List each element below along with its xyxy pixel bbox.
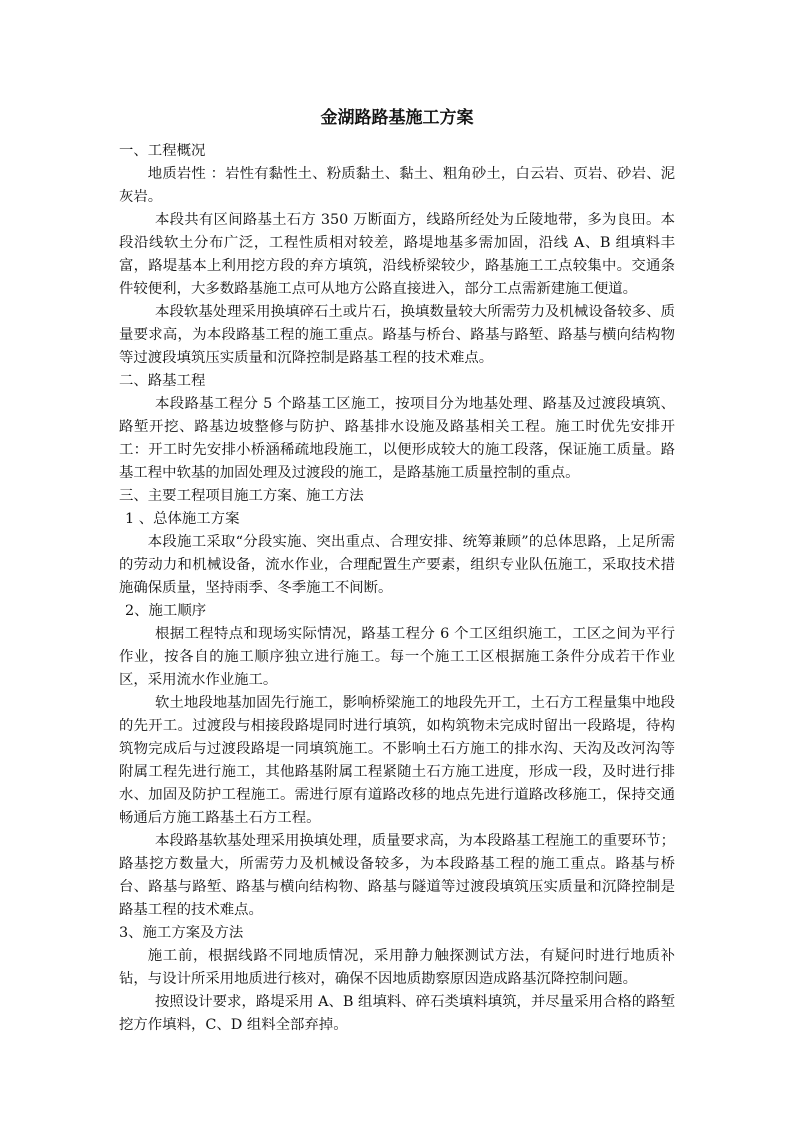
document-title: 金湖路路基施工方案: [320, 108, 474, 128]
paragraph-sequence-2: 软土地段地基加固先行施工，影响桥梁施工的地段先开工，土石方工程量集中地段的先开工。过渡段与相接段路堤同时进行填筑，如构筑物未完成时留出一段路堤，待构筑物完成后与过渡段路堤一同填筑施工。不影响土石方施工的排水沟、天沟及改河沟等附属工程先进行施工，其他路基附属工程紧随土石方施工进度，形成一段，及时进行排水、加固及防护工程施工。需进行原有道路改移的地点先进行道路改移施工，保持交通畅通后方施工路基土石方工程。: [119, 695, 675, 826]
paragraph-subgrade-work: 本段路基工程分 5 个路基工区施工，按项目分为地基处理、路基及过渡段填筑、路堑开挖、路基边坡整修与防护、路基排水设施及路基相关工程。施工时优先安排开工：开工时先安排小桥涵稀疏地段施工，以便形成较大的施工段落，保证施工质量。路基工程中软基的加固处理及过渡段的施工，是路基施工质量控制的重点。: [119, 396, 675, 481]
paragraph-methods-1: 施工前，根据线路不同地质情况，采用静力触探测试方法，有疑问时进行地质补钻，与设计所采用地质进行核对，确保不因地质勘察原因造成路基沉降控制问题。: [119, 948, 675, 987]
subsection-heading-sequence: 2、施工顺序: [125, 603, 207, 619]
section-heading-subgrade: 二、路基工程: [119, 373, 206, 389]
subsection-heading-overall-plan: 1 、总体施工方案: [125, 511, 240, 527]
paragraph-sequence-1: 根据工程特点和现场实际情况，路基工程分 6 个工区组织施工，工区之间为平行作业，按各自的施工顺序独立进行施工。每一个施工工区根据施工条件分成若干作业区，采用流水作业施工。: [119, 626, 675, 688]
document-page: [119, 100, 675, 1037]
paragraph-soft-foundation: 本段软基处理采用换填碎石土或片石，换填数量较大所需劳力及机械设备较多、质量要求高，为本段路基工程的施工重点。路基与桥台、路基与路堑、路基与横向结构物等过渡段填筑压实质量和沉降控制是路基工程的技术难点。: [119, 304, 675, 366]
paragraph-overall-plan: 本段施工采取“分段实施、突出重点、合理安排、统筹兼顾”的总体思路，上足所需的劳动力和机械设备，流水作业，合理配置生产要素，组织专业队伍施工，采取技术措施确保质量，坚持雨季、冬季施工不间断。: [119, 534, 675, 596]
paragraph-sequence-3: 本段路基软基处理采用换填处理，质量要求高，为本段路基工程施工的重要环节；路基挖方数量大，所需劳力及机械设备较多，为本段路基工程的施工重点。路基与桥台、路基与路堑、路基与横向结构物、路基与隧道等过渡段填筑压实质量和沉降控制是路基工程的技术难点。: [119, 833, 675, 918]
subsection-heading-methods: 3、施工方案及方法: [119, 925, 244, 941]
paragraph-methods-2: 按照设计要求，路堤采用 A、B 组填料、碎石类填料填筑，并尽量采用合格的路堑挖方作填料，C、D 组料全部弃掉。: [119, 994, 675, 1033]
section-heading-overview: 一、工程概况: [119, 143, 206, 159]
paragraph-geology: 地质岩性 ：岩性有黏性土、粉质黏土、黏土、粗角砂土，白云岩、页岩、砂岩、泥灰岩。: [119, 166, 675, 205]
paragraph-earthwork-overview: 本段共有区间路基土石方 350 万断面方，线路所经处为丘陵地带，多为良田。本段沿线软土分布广泛，工程性质相对较差，路堤地基多需加固，沿线 A、B 组填料丰富，路堤基本上利用挖方段的弃方填筑，沿线桥梁较少，路基施工工点较集中。交通条件较便利，大多数路基施工点可从地方公路直接进入，部分工点需新建施工便道。: [119, 212, 675, 297]
section-heading-methods: 三、主要工程项目施工方案、施工方法: [119, 488, 364, 504]
